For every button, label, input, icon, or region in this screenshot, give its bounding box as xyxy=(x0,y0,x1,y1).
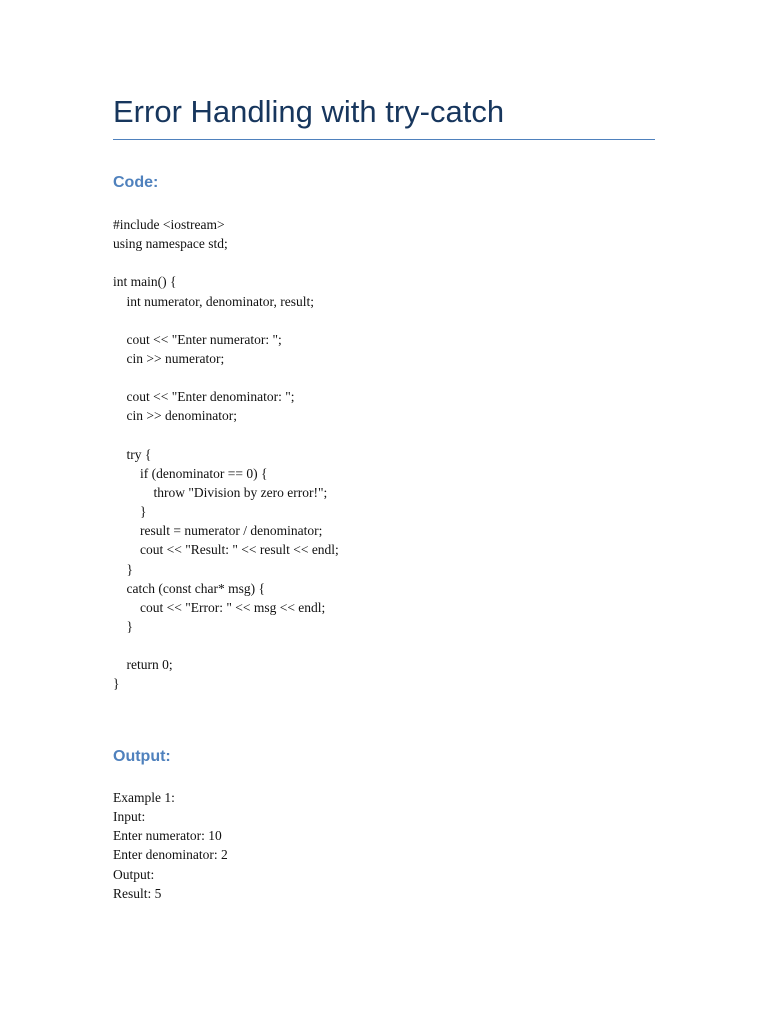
code-heading: Code: xyxy=(113,174,159,191)
code-line: return 0; xyxy=(113,657,173,673)
output-line: Output: xyxy=(113,866,155,882)
code-line: } xyxy=(113,676,120,692)
code-line xyxy=(113,636,339,655)
output-line: Example 1: xyxy=(113,790,175,805)
code-line: int main() { xyxy=(113,274,177,290)
page-title: Error Handling with try-catch xyxy=(113,94,505,129)
code-block xyxy=(113,215,339,694)
output-line: Result: 5 xyxy=(113,885,162,901)
code-line: using namespace std; xyxy=(113,236,228,252)
code-line: } xyxy=(113,561,133,577)
output-line: Input: xyxy=(113,809,146,825)
code-line: cin >> numerator; xyxy=(113,350,225,366)
output-line: Enter denominator: 2 xyxy=(113,847,228,863)
code-line: cout << "Result: " << result << endl; xyxy=(113,542,339,558)
code-line: result = numerator / denominator; xyxy=(113,523,323,539)
output-line: Enter numerator: 10 xyxy=(113,828,222,844)
code-line: catch (const char* msg) { xyxy=(113,580,265,596)
code-line xyxy=(113,368,339,387)
output-block xyxy=(113,788,228,903)
code-line: cout << "Enter denominator: "; xyxy=(113,389,295,405)
code-line: } xyxy=(113,504,147,520)
code-line: int numerator, denominator, result; xyxy=(113,293,314,309)
code-line: } xyxy=(113,618,133,634)
code-line xyxy=(113,311,339,330)
code-line: throw "Division by zero error!"; xyxy=(113,484,328,500)
code-line xyxy=(113,253,339,272)
code-line: cin >> denominator; xyxy=(113,408,237,424)
code-line xyxy=(113,426,339,445)
code-line: try { xyxy=(113,446,152,462)
code-line: #include <iostream> xyxy=(113,217,225,232)
code-line: if (denominator == 0) { xyxy=(113,465,268,481)
code-line: cout << "Enter numerator: "; xyxy=(113,331,282,347)
code-line: cout << "Error: " << msg << endl; xyxy=(113,599,326,615)
title-underline xyxy=(113,139,655,140)
output-heading: Output: xyxy=(113,748,171,765)
